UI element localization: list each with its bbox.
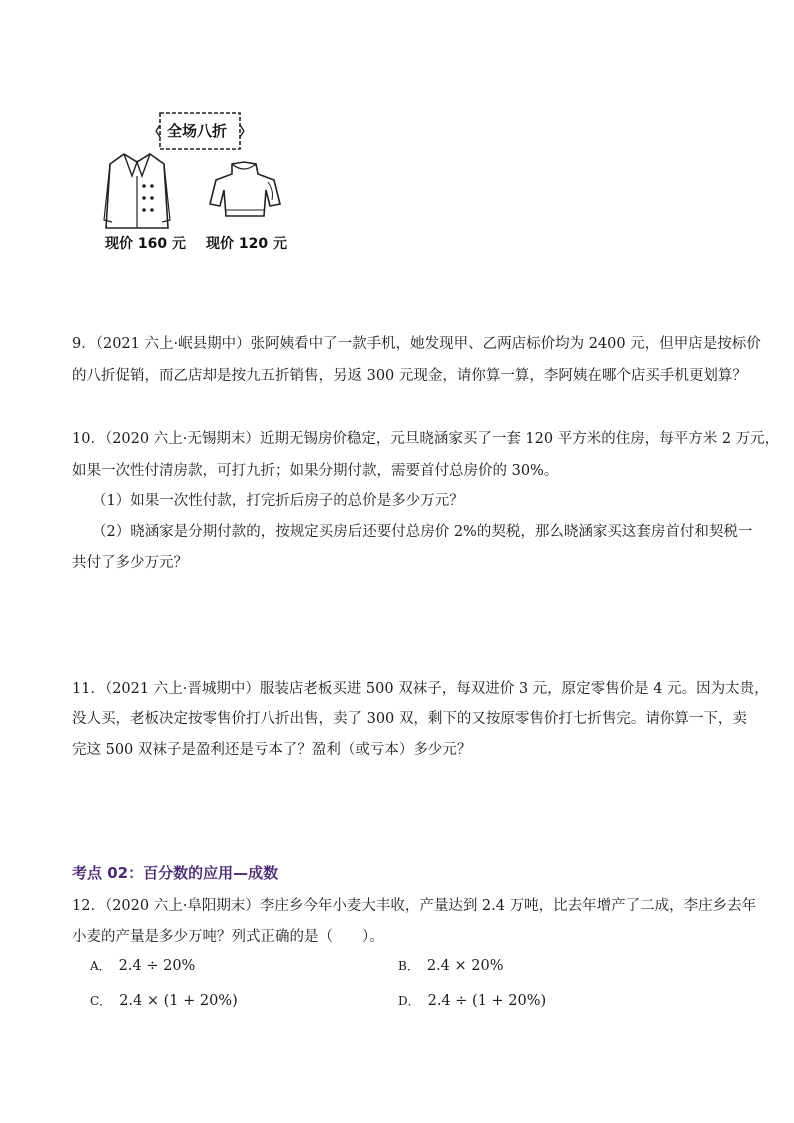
option-b-expr: 2.4 × 20%: [426, 958, 504, 974]
q11-line-2: 没人买，老板决定按零售价打八折出售，卖了 300 双，剩下的又按原零售价打七折售完。请你算一下，卖: [72, 711, 747, 727]
q11-line-3: 完这 500 双袜子是盈利还是亏本了？盈利（或亏本）多少元？: [72, 742, 472, 758]
option-a-tag: A．: [90, 959, 111, 973]
option-a[interactable]: [90, 957, 195, 974]
q12-line-1: 12．（2020 六上·阜阳期末）李庄乡今年小麦大丰收，产量达到 2.4 万吨，比去年增产了二成，李庄乡去年: [72, 898, 757, 914]
q10-line-1: 10．（2020 六上·无锡期末）近期无锡房价稳定，元旦晓涵家买了一套 120 平方米的住房，每平方米 2 万元，: [72, 431, 780, 447]
option-b-tag: B．: [398, 959, 419, 973]
q11-line-1: 11．（2021 六上·晋城期中）服装店老板买进 500 双袜子，每双进价 3 元，原定零售价是 4 元。因为太贵，: [72, 681, 769, 697]
sweater-icon: [208, 160, 282, 224]
q10-sub-2-cont: 共付了多少万元？: [72, 555, 188, 571]
coat-price-label: 现价 160 元: [105, 236, 186, 252]
coat-icon: [102, 150, 172, 232]
q10-sub-1: （1）如果一次性付款，打完折后房子的总价是多少万元？: [92, 493, 464, 509]
q9-line-1: 9．（2021 六上·岷县期中）张阿姨看中了一款手机，她发现甲、乙两店标价均为 2400 元，但甲店是按标价: [72, 336, 761, 352]
section-heading: 考点 02：百分数的应用—成数: [72, 864, 279, 882]
option-c-tag: C．: [90, 994, 112, 1008]
option-d[interactable]: [398, 992, 546, 1009]
sweater-price-label: 现价 120 元: [206, 236, 287, 252]
option-c-expr: 2.4 × (1 + 20%): [119, 993, 238, 1009]
q10-sub-2: （2）晓涵家是分期付款的，按规定买房后还要付总房价 2%的契税，那么晓涵家买这套房首付和契税一: [92, 524, 753, 540]
sale-illustration: [100, 105, 300, 255]
q12-line-2: 小麦的产量是多少万吨？列式正确的是（ ）。: [72, 929, 384, 945]
option-d-tag: D．: [398, 994, 420, 1008]
q9-line-2: 的八折促销，而乙店却是按九五折销售，另返 300 元现金，请你算一算，李阿姨在哪个店买手机更划算？: [72, 368, 747, 384]
option-a-expr: 2.4 ÷ 20%: [118, 958, 196, 974]
sign-text: 全场八折: [167, 122, 228, 140]
q10-line-2: 如果一次性付清房款，可打九折；如果分期付款，需要首付总房价的 30%。: [72, 463, 559, 479]
option-c[interactable]: [90, 992, 238, 1009]
option-d-expr: 2.4 ÷ (1 + 20%): [427, 993, 547, 1009]
option-b[interactable]: [398, 957, 503, 974]
